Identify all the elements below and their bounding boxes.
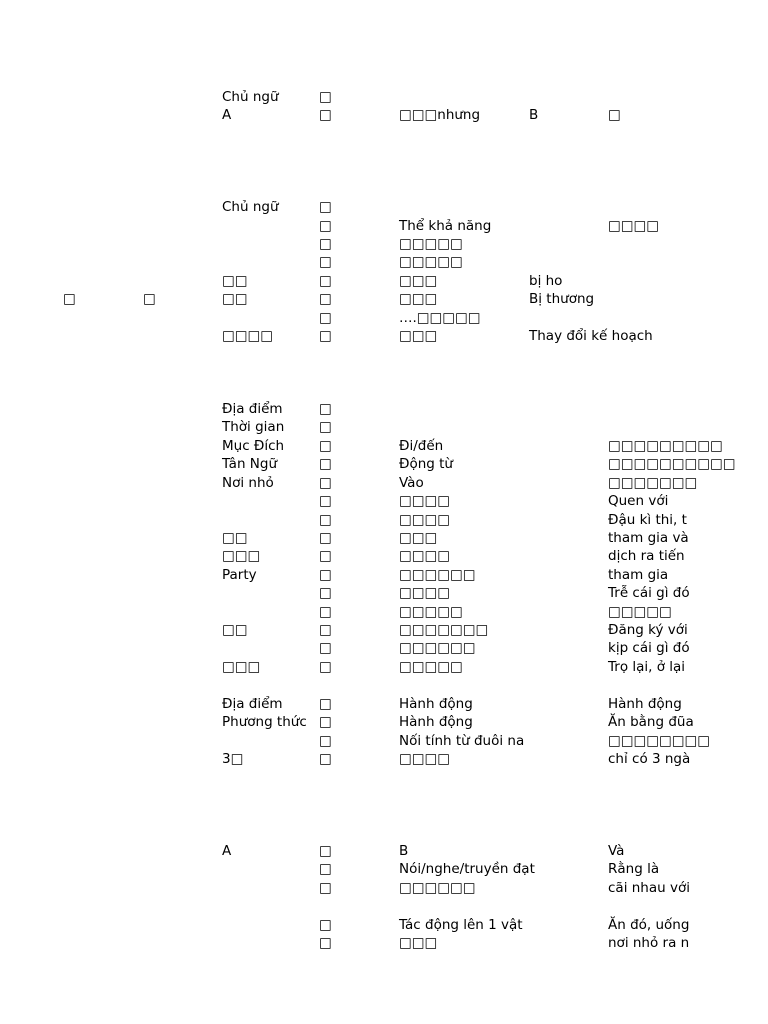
table-cell-c5: Đăng ký với xyxy=(608,622,688,638)
table-row xyxy=(0,750,768,768)
table-cell-c1: 3□ xyxy=(222,751,244,767)
table-cell-c1: □□ xyxy=(222,622,248,638)
table-cell-c5: □□□□ xyxy=(608,218,660,234)
table-cell-c2: □ xyxy=(319,419,332,435)
table-row xyxy=(0,695,768,713)
table-cell-c2: □ xyxy=(319,640,332,656)
table-cell-c1: Địa điểm xyxy=(222,696,283,712)
table-row xyxy=(0,713,768,731)
table-cell-c5 xyxy=(608,272,687,290)
table-row xyxy=(0,511,768,529)
table-cell-c3: □□□ xyxy=(399,935,438,951)
table-row xyxy=(0,455,768,473)
table-cell-c3: □□□□ xyxy=(399,548,451,564)
table-cell-c5: Hành động xyxy=(608,696,682,712)
table-cell-c3: □□□□□□ xyxy=(399,567,476,583)
table-cell-c5: nơi nhỏ ra n xyxy=(608,935,690,951)
table-cell-c1: Phương thức xyxy=(222,714,307,730)
table-row xyxy=(0,621,768,639)
table-cell-c5 xyxy=(608,88,687,106)
table-cell-c2: □ xyxy=(319,733,332,749)
table-cell-c1: A xyxy=(222,107,232,123)
table-cell-c5: Ăn bằng đũa xyxy=(608,714,694,730)
table-row xyxy=(0,934,768,952)
table-cell-c3: Vào xyxy=(399,475,424,491)
table-cell-c3: Động từ xyxy=(399,456,453,472)
table-cell-c2: □ xyxy=(319,291,332,307)
table-cell-c1 xyxy=(222,934,318,952)
table-cell-c2: □ xyxy=(319,843,332,859)
table-row xyxy=(0,437,768,455)
table-row xyxy=(0,309,768,327)
table-cell-c5 xyxy=(608,400,687,418)
table-cell-c3: Tác động lên 1 vật xyxy=(399,917,523,933)
table-cell-c2: □ xyxy=(319,917,332,933)
table-cell-c1: □□□□ xyxy=(222,328,274,344)
table-cell-c2: □ xyxy=(319,89,332,105)
table-row xyxy=(0,916,768,934)
table-cell-c2: □ xyxy=(319,512,332,528)
table-cell-c4: Bị thương xyxy=(529,291,595,307)
table-cell-c1: □□ xyxy=(222,291,248,307)
table-cell-c2: □ xyxy=(319,696,332,712)
table-cell-c5: tham gia và xyxy=(608,530,689,546)
table-cell-c2: □ xyxy=(319,401,332,417)
table-cell-c1 xyxy=(222,860,318,878)
table-cell-c3: □□□nhưng xyxy=(399,107,481,123)
table-row xyxy=(0,88,768,106)
table-cell-c3: □□□□ xyxy=(399,585,451,601)
table-cell-c1: Nơi nhỏ xyxy=(222,475,274,491)
side-cell-b: □ xyxy=(143,291,156,307)
table-cell-c2: □ xyxy=(319,530,332,546)
table-cell-c3 xyxy=(399,198,527,216)
table-row xyxy=(0,290,768,308)
table-row xyxy=(0,639,768,657)
table-row xyxy=(0,584,768,602)
table-row xyxy=(0,198,768,216)
table-cell-c2: □ xyxy=(319,199,332,215)
table-cell-c2: □ xyxy=(319,456,332,472)
table-cell-c2: □ xyxy=(319,218,332,234)
table-row xyxy=(0,217,768,235)
table-cell-c3: □□□□□ xyxy=(399,254,463,270)
table-cell-c2: □ xyxy=(319,604,332,620)
table-cell-c2: □ xyxy=(319,567,332,583)
table-cell-c1: Mục Đích xyxy=(222,438,285,454)
table-cell-c2: □ xyxy=(319,475,332,491)
table-row xyxy=(0,106,768,124)
table-cell-c1: Party xyxy=(222,567,257,583)
table-cell-c1: □□ xyxy=(222,530,248,546)
table-cell-c2: □ xyxy=(319,438,332,454)
table-cell-c3: □□□ xyxy=(399,328,438,344)
table-row xyxy=(0,400,768,418)
table-row xyxy=(0,860,768,878)
table-cell-c2: □ xyxy=(319,254,332,270)
table-cell-c5 xyxy=(608,309,687,327)
table-cell-c1: Thời gian xyxy=(222,419,285,435)
table-row xyxy=(0,879,768,897)
table-cell-c1: □□□ xyxy=(222,659,261,675)
table-cell-c3: ….□□□□□ xyxy=(399,310,481,326)
table-row xyxy=(0,327,768,345)
table-cell-c1: Địa điểm xyxy=(222,401,283,417)
table-cell-c4: Thay đổi kế hoạch xyxy=(529,328,653,344)
table-cell-c2: □ xyxy=(319,548,332,564)
table-cell-c1 xyxy=(222,217,318,235)
table-cell-c1: □□ xyxy=(222,273,248,289)
table-cell-c4: B xyxy=(529,107,539,123)
table-cell-c1 xyxy=(222,639,318,657)
table-row xyxy=(0,272,768,290)
table-cell-c5: □□□□□□□□□□ xyxy=(608,456,736,472)
table-cell-c2: □ xyxy=(319,659,332,675)
table-cell-c3: □□□□□□ xyxy=(399,880,476,896)
table-cell-c3: □□□□ xyxy=(399,512,451,528)
table-cell-c5: □□□□□□□□ xyxy=(608,733,711,749)
table-cell-c1 xyxy=(222,916,318,934)
table-cell-c3: Nối tính từ đuôi na xyxy=(399,733,525,749)
table-cell-c3 xyxy=(399,88,527,106)
table-cell-c1 xyxy=(222,309,318,327)
table-cell-c3: □□□□□□□ xyxy=(399,622,489,638)
table-cell-c3: B xyxy=(399,843,409,859)
table-row xyxy=(0,235,768,253)
table-row xyxy=(0,547,768,565)
table-cell-c2: □ xyxy=(319,310,332,326)
table-cell-c1: A xyxy=(222,843,232,859)
table-cell-c1: Tân Ngữ xyxy=(222,456,278,472)
table-cell-c5: □□□□□□□ xyxy=(608,475,698,491)
table-cell-c3 xyxy=(399,400,527,418)
table-cell-c5: Trễ cái gì đó xyxy=(608,585,690,601)
table-row xyxy=(0,658,768,676)
table-row xyxy=(0,566,768,584)
table-cell-c5: dịch ra tiến xyxy=(608,548,685,564)
table-cell-c3: Hành động xyxy=(399,714,473,730)
table-cell-c5: Đậu kì thi, t xyxy=(608,512,687,528)
table-cell-c2: □ xyxy=(319,107,332,123)
table-row xyxy=(0,492,768,510)
table-cell-c5: Rằng là xyxy=(608,861,660,877)
table-cell-c4: bị ho xyxy=(529,273,563,289)
table-cell-c5 xyxy=(608,290,687,308)
table-cell-c2: □ xyxy=(319,273,332,289)
table-cell-c5: Và xyxy=(608,843,625,859)
table-cell-c5: Quen với xyxy=(608,493,669,509)
table-cell-c5 xyxy=(608,327,687,345)
table-cell-c2: □ xyxy=(319,585,332,601)
table-cell-c3: Nói/nghe/truyền đạt xyxy=(399,861,535,877)
side-cell-a: □ xyxy=(63,291,76,307)
table-cell-c2: □ xyxy=(319,622,332,638)
table-cell-c5 xyxy=(608,253,687,271)
table-cell-c1: Chủ ngữ xyxy=(222,199,279,215)
table-cell-c3 xyxy=(399,418,527,436)
table-row xyxy=(0,418,768,436)
table-cell-c3: Hành động xyxy=(399,696,473,712)
table-cell-c2: □ xyxy=(319,935,332,951)
table-cell-c1 xyxy=(222,492,318,510)
table-cell-c3: □□□ xyxy=(399,530,438,546)
table-cell-c1 xyxy=(222,879,318,897)
table-cell-c3: □□□ xyxy=(399,273,438,289)
table-cell-c5: Ăn đó, uống xyxy=(608,917,690,933)
table-cell-c1: □□□ xyxy=(222,548,261,564)
table-cell-c3: □□□□□ xyxy=(399,659,463,675)
table-cell-c3: □□□□□ xyxy=(399,236,463,252)
table-cell-c5: kịp cái gì đó xyxy=(608,640,690,656)
table-cell-c1 xyxy=(222,584,318,602)
table-row xyxy=(0,474,768,492)
table-cell-c3: □□□□ xyxy=(399,493,451,509)
table-cell-c3: □□□ xyxy=(399,291,438,307)
table-cell-c1 xyxy=(222,235,318,253)
table-cell-c3: □□□□□ xyxy=(399,604,463,620)
table-cell-c5: tham gia xyxy=(608,567,669,583)
table-cell-c3: □□□□ xyxy=(399,751,451,767)
table-row xyxy=(0,603,768,621)
table-cell-c1 xyxy=(222,603,318,621)
table-cell-c2: □ xyxy=(319,493,332,509)
table-cell-c1 xyxy=(222,253,318,271)
table-cell-c5: □□□□□□□□□ xyxy=(608,438,723,454)
table-row xyxy=(0,842,768,860)
table-cell-c5: □□□□□ xyxy=(608,604,672,620)
table-cell-c1 xyxy=(222,732,318,750)
table-cell-c5 xyxy=(608,198,687,216)
table-cell-c5: chỉ có 3 ngà xyxy=(608,751,691,767)
table-cell-c1: Chủ ngữ xyxy=(222,89,279,105)
table-cell-c2: □ xyxy=(319,236,332,252)
table-row xyxy=(0,253,768,271)
table-cell-c2: □ xyxy=(319,861,332,877)
table-cell-c2: □ xyxy=(319,880,332,896)
table-cell-c3: □□□□□□ xyxy=(399,640,476,656)
table-row xyxy=(0,732,768,750)
table-cell-c2: □ xyxy=(319,751,332,767)
table-cell-c5 xyxy=(608,235,687,253)
table-cell-c5: Trọ lại, ở lại xyxy=(608,659,686,675)
table-cell-c3: Thể khả năng xyxy=(399,218,492,234)
table-cell-c5 xyxy=(608,418,687,436)
table-cell-c2: □ xyxy=(319,714,332,730)
table-cell-c5: □ xyxy=(608,107,621,123)
table-row xyxy=(0,529,768,547)
table-cell-c3: Đi/đến xyxy=(399,438,444,454)
table-cell-c5: cãi nhau với xyxy=(608,880,690,896)
table-cell-c2: □ xyxy=(319,328,332,344)
table-cell-c1 xyxy=(222,511,318,529)
